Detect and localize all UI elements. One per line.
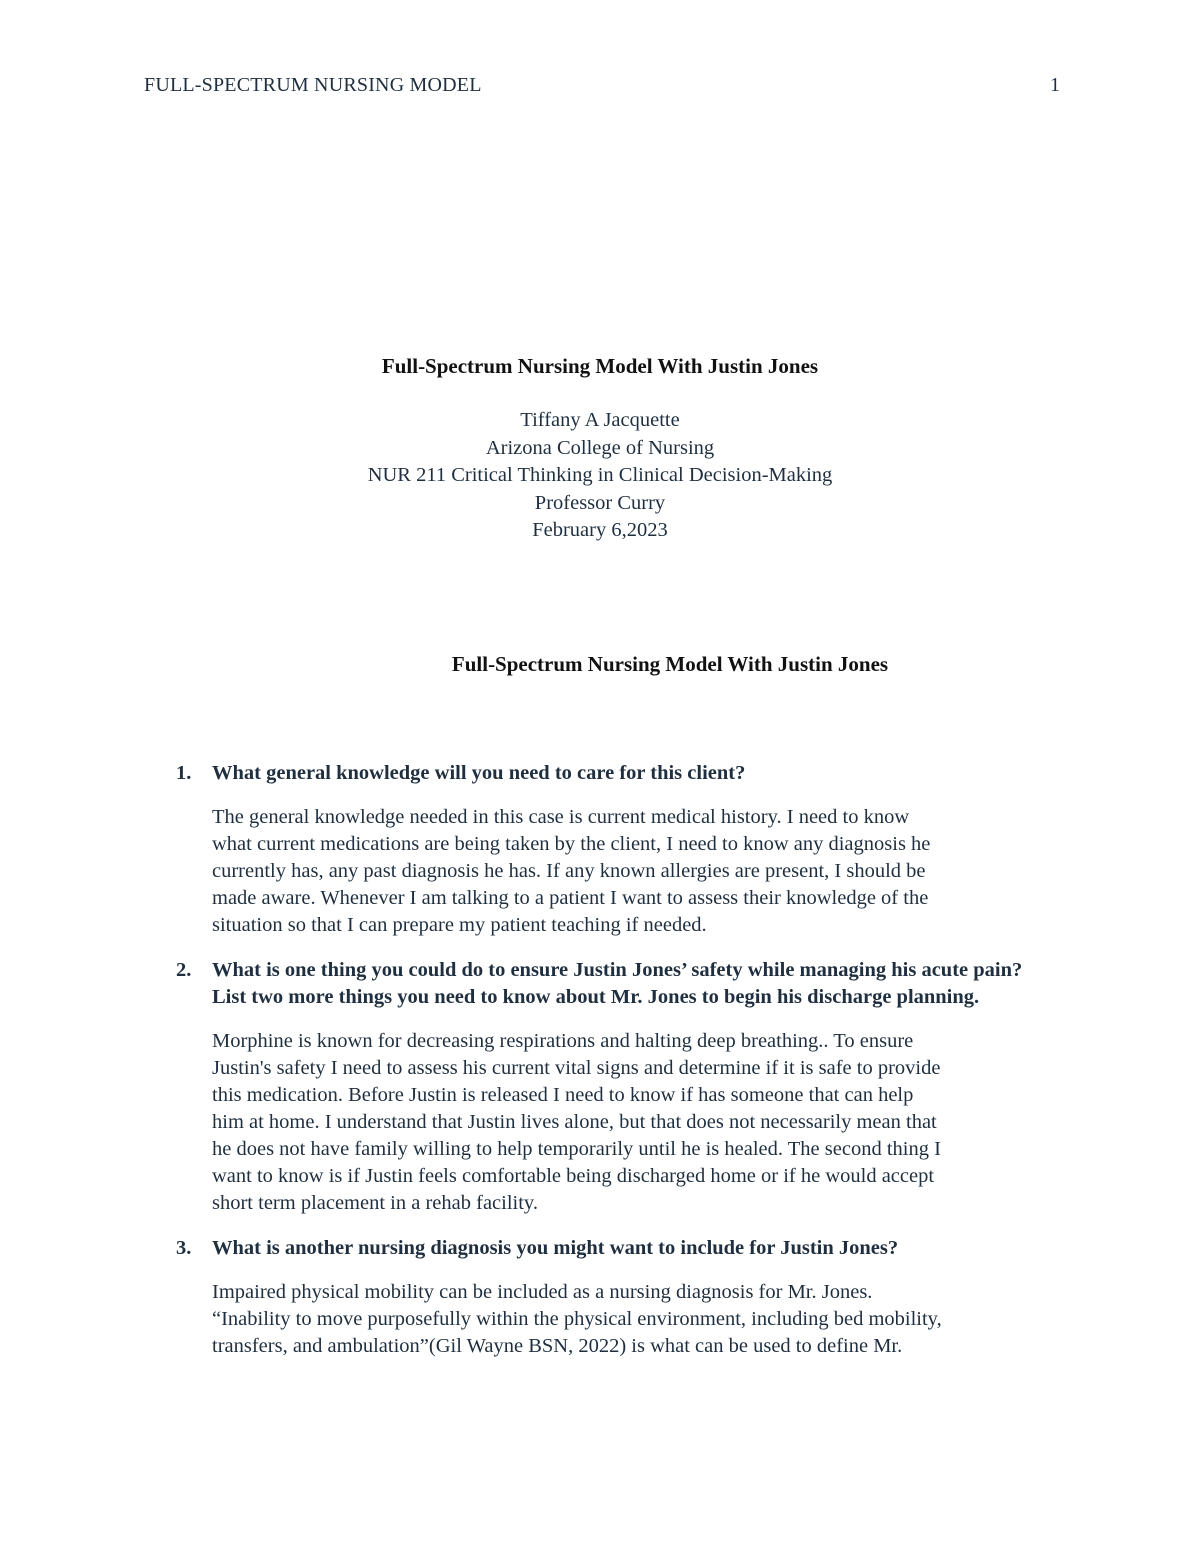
title-block bbox=[0, 354, 1200, 545]
instructor-name: Professor Curry bbox=[534, 491, 666, 514]
question-number: 3. bbox=[176, 1237, 192, 1259]
question-text: What is one thing you could do to ensure Justin Jones’ safety while managing his acute pain? List two more things you need to know about Mr. Jones to begin his discharge planning. bbox=[212, 959, 1023, 1008]
institution: Arizona College of Nursing bbox=[485, 436, 715, 459]
question-item bbox=[176, 957, 1056, 1217]
answer-text: Morphine is known for decreasing respirations and halting deep breathing.. To ensure Justin's safety I need to assess his current vital signs and determine if it is safe to provide this medication. Before Justin is released I need to know if has someone that can help him at home. I understand that Justin lives alone, but that does not necessarily mean that he does not have family willing to help temporarily until he is healed. The second thing I want to know is if Justin feels comfortable being discharged home or if he would accept short term placement in a rehab facility. bbox=[212, 1030, 941, 1214]
question-number: 1. bbox=[176, 762, 192, 784]
submission-date: February 6,2023 bbox=[532, 519, 668, 541]
question-item bbox=[176, 1235, 1056, 1360]
page-number: 1 bbox=[1050, 74, 1060, 96]
answer-text: Impaired physical mobility can be included as a nursing diagnosis for Mr. Jones. “Inability to move purposefully within the physical environment, including bed mobility, transfers, and ambulation”(Gil Wayne BSN, 2022) is what can be used to define Mr. bbox=[212, 1281, 942, 1357]
answer-text: The general knowledge needed in this case is current medical history. I need to know what current medications are being taken by the client, I need to know any diagnosis he currently has, any past diagnosis he has. If any known allergies are present, I should be made aware. Whenever I am talking to a patient I want to assess their knowledge of the situation so that I can prepare my patient teaching if needed. bbox=[212, 806, 931, 936]
author-name: Tiffany A Jacquette bbox=[520, 409, 680, 431]
paper-title: Full-Spectrum Nursing Model With Justin Jones bbox=[381, 354, 819, 378]
question-number: 2. bbox=[176, 959, 192, 981]
question-text: What is another nursing diagnosis you might want to include for Justin Jones? bbox=[212, 1237, 899, 1259]
question-text: What general knowledge will you need to care for this client? bbox=[212, 762, 746, 784]
question-list bbox=[176, 760, 1056, 1360]
course-name: NUR 211 Critical Thinking in Clinical Decision-Making bbox=[367, 464, 833, 486]
section-title: Full-Spectrum Nursing Model With Justin Jones bbox=[451, 652, 889, 676]
running-head: FULL-SPECTRUM NURSING MODEL bbox=[144, 74, 482, 96]
question-item bbox=[176, 760, 1056, 939]
